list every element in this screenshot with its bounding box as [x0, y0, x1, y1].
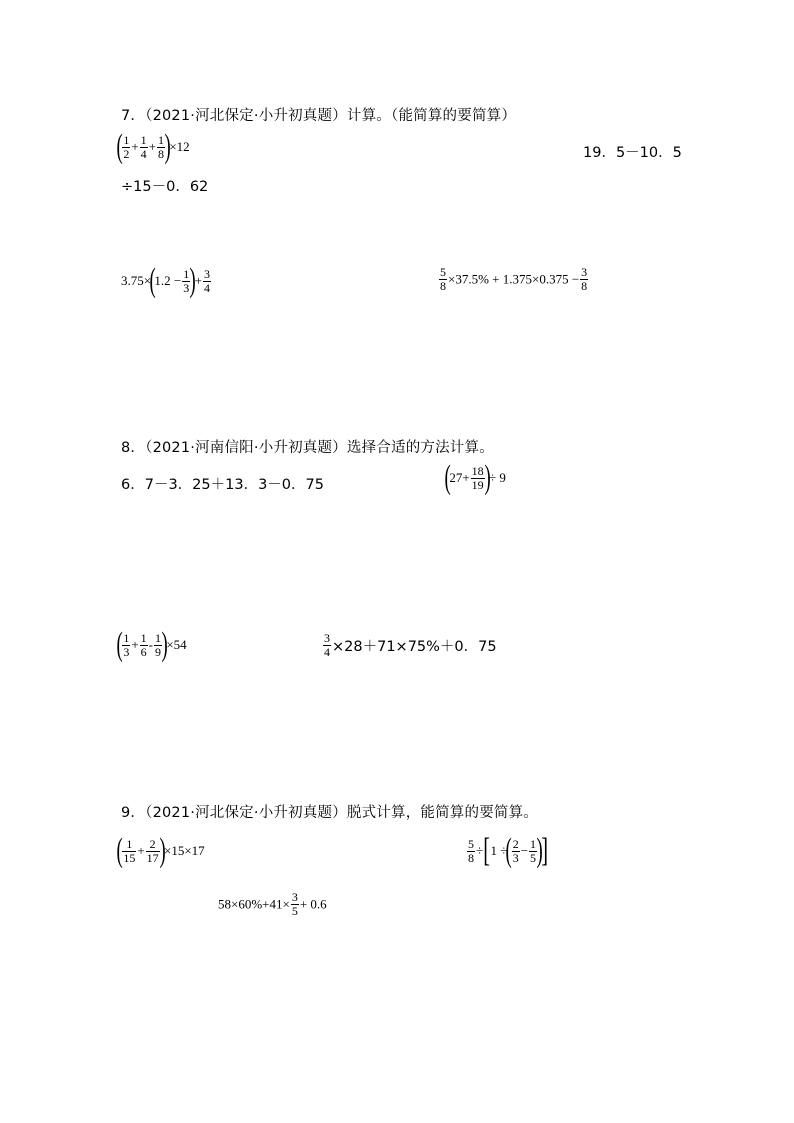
q7-expression-d: $\frac{5}{8}$ ×37.5% + 1.375×0.375 − $\frac{3}{8}$ [440, 265, 588, 293]
q7-expression-b: 19．5－10．5 [583, 145, 682, 161]
q8-expression-c: ( $\frac{1}{3}$ + $\frac{1}{6}$ - $\frac{1}{9}$ )×54 [116, 626, 187, 663]
question-8-title: 8．（2021·河南信阳·小升初真题）选择合适的方法计算。 [121, 440, 494, 456]
left-paren: ( [116, 626, 123, 663]
fraction: $\frac{1}{5}$ [530, 836, 537, 865]
fraction: $\frac{3}{4}$ [203, 266, 210, 295]
right-bracket: ] [541, 832, 549, 869]
fraction: $\frac{3}{8}$ [581, 265, 588, 293]
q9-expression-b: $\frac{5}{8}$ ÷[1 ÷( $\frac{2}{3}$ − $\frac{1}{5}$ )] [468, 832, 549, 869]
right-paren: ) [536, 832, 543, 869]
fraction: $\frac{5}{8}$ [440, 265, 446, 293]
fraction: $\frac{18}{19}$ [471, 463, 484, 492]
right-paren: ) [164, 128, 171, 165]
fraction: $\frac{3}{4}$ [324, 631, 330, 659]
fraction: $\frac{3}{5}$ [291, 890, 298, 918]
q8-expression-b: (27+ $\frac{18}{19}$ )÷ 9 [444, 459, 506, 496]
q7-expression-b-continued: ÷15－0．62 [121, 179, 209, 195]
left-paren: ( [116, 128, 123, 165]
right-paren: ) [161, 626, 168, 663]
fraction: $\frac{1}{9}$ [155, 630, 162, 659]
fraction: $\frac{5}{8}$ [468, 836, 474, 865]
right-paren: ) [189, 262, 197, 299]
right-paren: ) [159, 832, 166, 869]
fraction: $\frac{1}{2}$ [123, 132, 130, 161]
question-9-title: 9．（2021·河北保定·小升初真题）脱式计算，能简算的要简算。 [121, 805, 538, 821]
fraction: $\frac{1}{8}$ [158, 132, 165, 161]
q9-expression-c: 58×60%+41× $\frac{3}{5}$ + 0.6 [218, 890, 327, 918]
left-paren: ( [116, 832, 123, 869]
left-paren: ( [149, 262, 156, 299]
q8-expression-d: $\frac{3}{4}$ ×28＋71×75%＋0．75 [324, 631, 497, 659]
left-bracket: [ [483, 832, 491, 869]
question-7-title: 7．（2021·河北保定·小升初真题）计算。（能简算的要简算） [121, 108, 517, 124]
fraction: $\frac{1}{15}$ [123, 836, 136, 865]
fraction: $\frac{1}{6}$ [140, 630, 147, 659]
q9-expression-a: ( $\frac{1}{15}$ + $\frac{2}{17}$ )×15×17 [116, 832, 205, 869]
fraction: $\frac{1}{4}$ [140, 132, 147, 161]
q7-expression-c: 3.75×(1.2 − $\frac{1}{3}$ )+ $\frac{3}{4}$ [121, 262, 210, 299]
q7-expression-a: ( $\frac{1}{2}$ + $\frac{1}{4}$ + $\frac{1}{8}$ )×12 [116, 128, 190, 165]
fraction: $\frac{1}{3}$ [123, 630, 130, 659]
q8-expression-a: 6．7－3．25＋13．3－0．75 [121, 477, 324, 493]
right-paren: ) [484, 459, 491, 496]
fraction: $\frac{2}{17}$ [146, 836, 159, 865]
fraction: $\frac{2}{3}$ [512, 836, 519, 865]
left-paren: ( [444, 459, 451, 496]
left-paren: ( [505, 832, 513, 869]
fraction: $\frac{1}{3}$ [183, 266, 190, 295]
